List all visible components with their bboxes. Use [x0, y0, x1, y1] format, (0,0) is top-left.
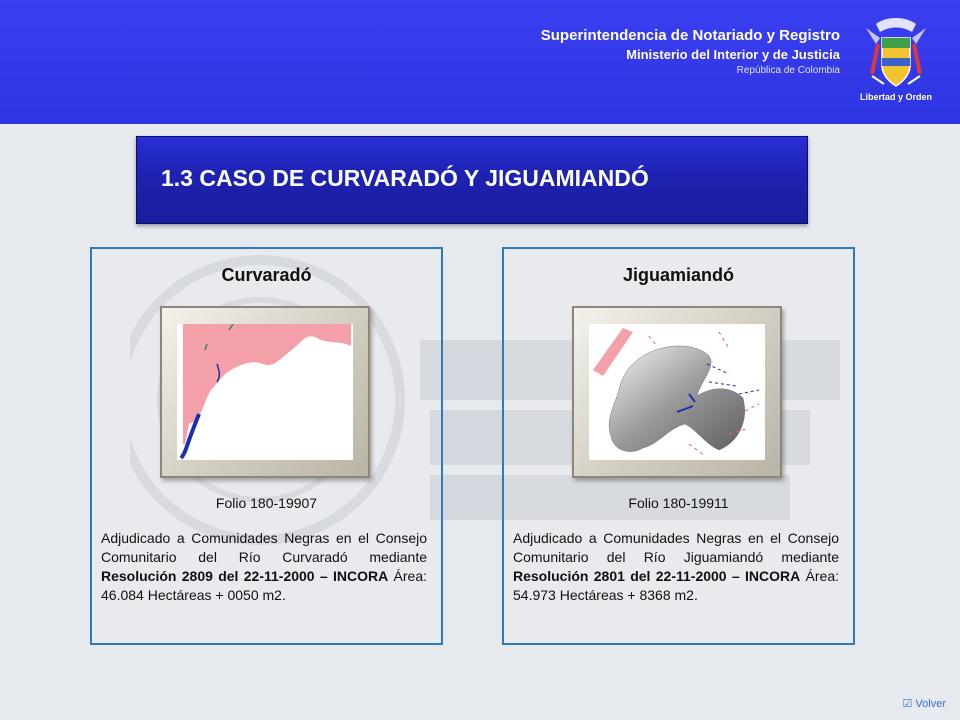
header-banner: [0, 0, 960, 124]
desc-area: Área: 54.973 Hectáreas + 8368 m2.: [513, 568, 840, 603]
desc-resolution: Resolución 2801 del 22-11-2000 – INCORA: [513, 568, 801, 584]
section-title-bar: [136, 136, 808, 224]
country-name: República de Colombia: [736, 65, 840, 76]
ministry-name: Ministerio del Interior y de Justicia: [626, 47, 840, 62]
panel-curvarado: [90, 247, 443, 645]
section-title: 1.3 CASO DE CURVARADÓ Y JIGUAMIANDÓ: [161, 165, 649, 191]
folio-number: Folio 180-19907: [215, 495, 318, 511]
panel-description: [101, 529, 427, 605]
panel-title: Curvaradó: [221, 265, 312, 285]
map-curvarado-image: [177, 324, 353, 460]
crest-motto: Libertad y Orden: [859, 92, 932, 102]
desc-text: Adjudicado a Comunidades Negras en el Consejo Comunitario del Río Jiguamiandó mediante: [513, 530, 839, 565]
map-frame: [160, 306, 370, 478]
panel-description: [513, 529, 839, 605]
desc-area: Área: 46.084 Hectáreas + 0050 m2.: [101, 568, 428, 603]
folio-number: Folio 180-19911: [628, 495, 729, 511]
desc-resolution: Resolución 2809 del 22-11-2000 – INCORA: [101, 568, 389, 584]
org-name: Superintendencia de Notariado y Registro: [540, 27, 840, 44]
panel-jiguamiando: [502, 247, 855, 645]
org-name-block: [541, 26, 840, 78]
volver-link[interactable]: ☑ Volver: [902, 698, 946, 710]
map-jiguamiando-image: [589, 324, 765, 460]
map-frame: [572, 306, 782, 478]
panel-title: Jiguamiandó: [622, 265, 734, 285]
desc-text: Adjudicado a Comunidades Negras en el Consejo Comunitario del Río Curvaradó mediante: [101, 530, 427, 565]
